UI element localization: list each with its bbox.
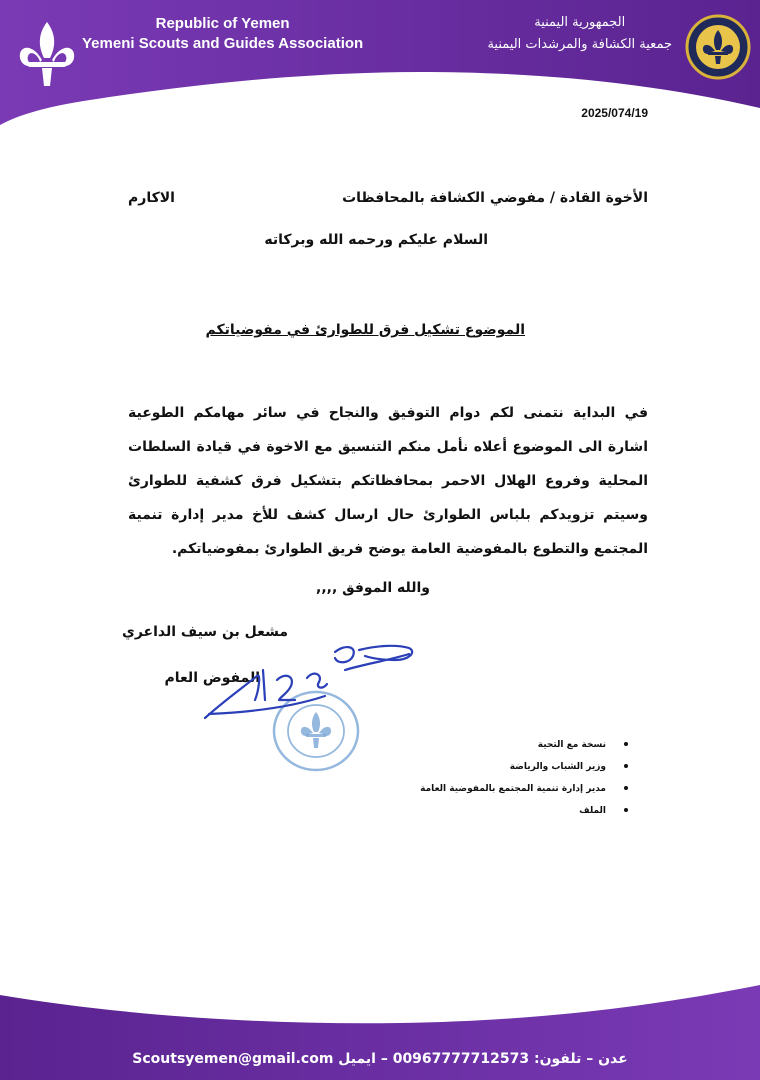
cc-item-text: مدير إدارة تنمية المجتمع بالمفوضية العامة <box>420 784 606 794</box>
association-emblem <box>685 14 751 80</box>
header-ar-line1: الجمهورية اليمنية <box>534 15 626 30</box>
cc-item <box>400 738 606 760</box>
cc-item-text: وزير الشباب والرياضة <box>509 762 606 772</box>
header-english <box>82 14 363 54</box>
greeting: السلام عليكم ورحمه الله وبركاته <box>264 232 488 248</box>
addressee-line <box>128 190 648 206</box>
signer-name: مشعل بن سيف الداعري <box>122 624 288 640</box>
header-ar-line2: جمعية الكشافة والمرشدات اليمنية <box>487 37 672 52</box>
addressee: الأخوة القادة / مفوضي الكشافة بالمحافظات <box>342 190 648 206</box>
header-en-line2: Yemeni Scouts and Guides Association <box>82 35 364 52</box>
header-en-line1: Republic of Yemen <box>155 15 290 32</box>
letter-date: 2025/074/19 <box>581 106 648 120</box>
cc-list <box>400 738 620 826</box>
cc-item <box>400 804 606 826</box>
cc-item <box>400 782 606 804</box>
footer-contact: عدن – تلفون: 00967777712573 – ايميل Scoutsyemen@gmail.com <box>132 1051 628 1067</box>
closing-line: والله الموفق ,,,, <box>316 580 430 596</box>
cc-item-text: الملف <box>579 806 606 816</box>
handwritten-signature <box>195 630 425 730</box>
subject-line: الموضوع تشكيل فرق للطوارئ في مفوضياتكم <box>205 322 525 338</box>
fleur-de-lis-logo <box>14 20 80 90</box>
cc-item-text: نسخة مع التحية <box>537 740 606 750</box>
signer-title: المفوض العام <box>164 670 260 686</box>
cc-item <box>400 760 606 782</box>
honorific: الاكارم <box>128 190 175 206</box>
header-arabic <box>487 12 672 56</box>
letter-body: في البداية نتمنى لكم دوام التوفيق والنجاح في سائر مهامكم الطوعية اشارة الى الموضوع أعلاه نأمل منكم التنسيق مع الاخوة في قيادة السلطات المحلية وفروع الهلال الاحمر بمحافظاتكم بتشكيل فرق كشفية للطوارئ وسيتم تزويدكم بلباس الطوارئ حال ارسال كشف للأخ مدير إدارة تنمية المجتمع والتطوع بالمفوضية العامة يوضح فريق الطوارئ بمفوضياتكم. <box>128 405 648 557</box>
